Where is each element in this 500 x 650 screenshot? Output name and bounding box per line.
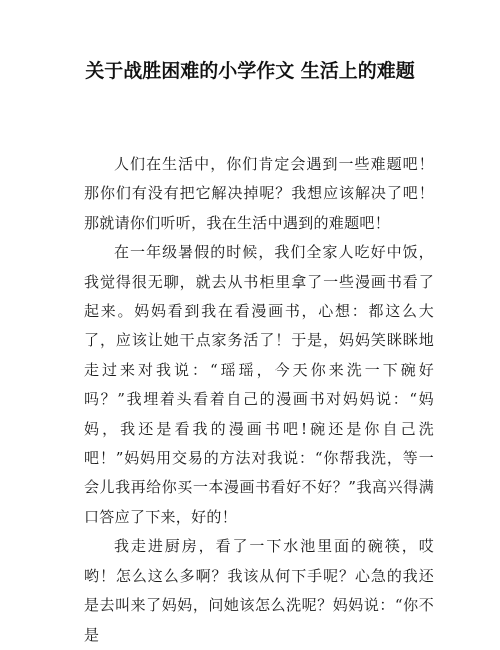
paragraph-3: 我走进厨房，看了一下水池里面的碗筷，哎哟！怎么这么多啊？我该从何下手呢？心急的我还是去叫来了妈妈，问她该怎么洗呢？妈妈说：“你不是 [84, 537, 434, 644]
paragraph-1: 人们在生活中，你们肯定会遇到一些难题吧！那你们有没有把它解决掉呢？我想应该解决了吧！那就请你们听听，我在生活中遇到的难题吧！ [84, 155, 434, 232]
paragraph-2: 在一年级暑假的时候，我们全家人吃好中饭，我觉得很无聊，就去从书柜里拿了一些漫画书看了起来。妈妈看到我在看漫画书，心想：都这么大了，应该让她干点家务活了！于是，妈妈笑眯眯地走过来对我说：“瑶瑶，今天你来洗一下碗好吗？”我埋着头看着自己的漫画书对妈妈说：“妈妈，我还是看我的漫画书吧!碗还是你自己洗吧！”妈妈用交易的方法对我说：“你帮我洗，等一会儿我再给你买一本漫画书看好不好？”我高兴得满口答应了下来，好的！ [84, 243, 434, 526]
article-title: 关于战胜困难的小学作文 生活上的难题 [85, 60, 415, 82]
article-body [84, 150, 434, 650]
